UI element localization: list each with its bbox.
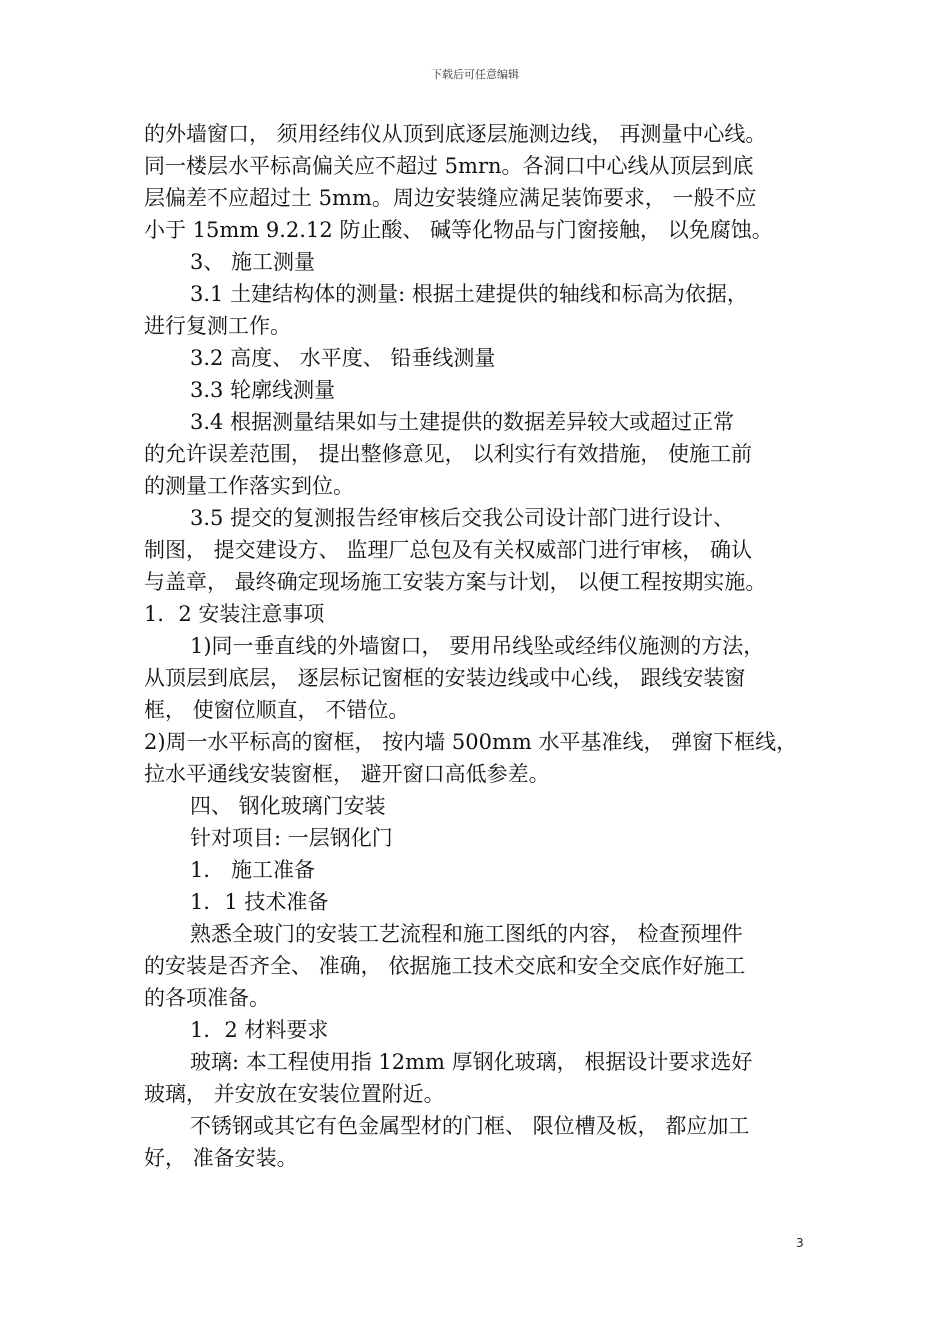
text-line: 的外墙窗口， 须用经纬仪从顶到底逐层施测边线， 再测量中心线。: [144, 122, 767, 146]
text-line: 框， 使窗位顺直， 不错位。: [144, 698, 410, 722]
text-line: 3、 施工测量: [190, 250, 316, 274]
text-line: 的安装是否齐全、 准确， 依据施工技术交底和安全交底作好施工: [144, 954, 746, 978]
text-line: 2)周一水平标高的窗框， 按内墙 500mm 水平基准线， 弹窗下框线，: [144, 730, 798, 754]
text-line: 1．2 材料要求: [190, 1018, 329, 1042]
text-line: 1．1 技术准备: [190, 890, 329, 914]
text-line: 同一楼层水平标高偏关应不超过 5mrn。各洞口中心线从顶层到底: [144, 154, 754, 178]
document-body: [144, 118, 814, 1174]
text-line: 四、 钢化玻璃门安装: [190, 794, 386, 818]
text-line: 制图， 提交建设方、 监理厂总包及有关权威部门进行审核， 确认: [144, 538, 753, 562]
text-line: 3.1 土建结构体的测量: 根据土建提供的轴线和标高为依据，: [190, 282, 748, 306]
text-line: 熟悉全玻门的安装工艺流程和施工图纸的内容， 检查预埋件: [190, 922, 743, 946]
text-line: 3.5 提交的复测报告经审核后交我公司设计部门进行设计、: [190, 506, 735, 530]
text-line: 从顶层到底层， 逐层标记窗框的安装边线或中心线， 跟线安装窗: [144, 666, 746, 690]
text-line: 3.2 高度、 水平度、 铅垂线测量: [190, 346, 496, 370]
page-number: 3: [796, 1236, 804, 1250]
text-line: 的各项准备。: [144, 986, 270, 1010]
text-line: 的测量工作落实到位。: [144, 474, 354, 498]
text-line: 与盖章， 最终确定现场施工安装方案与计划， 以便工程按期实施。: [144, 570, 767, 594]
text-line: 3.4 根据测量结果如与土建提供的数据差异较大或超过正常: [190, 410, 735, 434]
text-line: 3.3 轮廓线测量: [190, 378, 336, 402]
text-line: 1． 施工准备: [190, 858, 316, 882]
text-line: 1．2 安装注意事项: [144, 602, 325, 626]
text-line: 小于 15mm 9.2.12 防止酸、 碱等化物品与门窗接触， 以免腐蚀。: [144, 218, 773, 242]
text-line: 拉水平通线安装窗框， 避开窗口高低参差。: [144, 762, 550, 786]
text-line: 进行复测工作。: [144, 314, 291, 338]
text-line: 不锈钢或其它有色金属型材的门框、 限位槽及板， 都应加工: [190, 1114, 750, 1138]
text-line: 1)同一垂直线的外墙窗口， 要用吊线坠或经纬仪施测的方法，: [190, 634, 765, 658]
text-line: 针对项目: 一层钢化门: [190, 826, 393, 850]
text-line: 玻璃: 本工程使用指 12mm 厚钢化玻璃， 根据设计要求选好: [190, 1050, 753, 1074]
text-line: 玻璃， 并安放在安装位置附近。: [144, 1082, 445, 1106]
text-line: 好， 准备安装。: [144, 1146, 298, 1170]
text-line: 的允许误差范围， 提出整修意见， 以利实行有效措施， 使施工前: [144, 442, 753, 466]
page-header: 下载后可任意编辑: [431, 68, 519, 81]
text-line: 层偏差不应超过土 5mm。周边安装缝应满足装饰要求， 一般不应: [144, 186, 757, 210]
